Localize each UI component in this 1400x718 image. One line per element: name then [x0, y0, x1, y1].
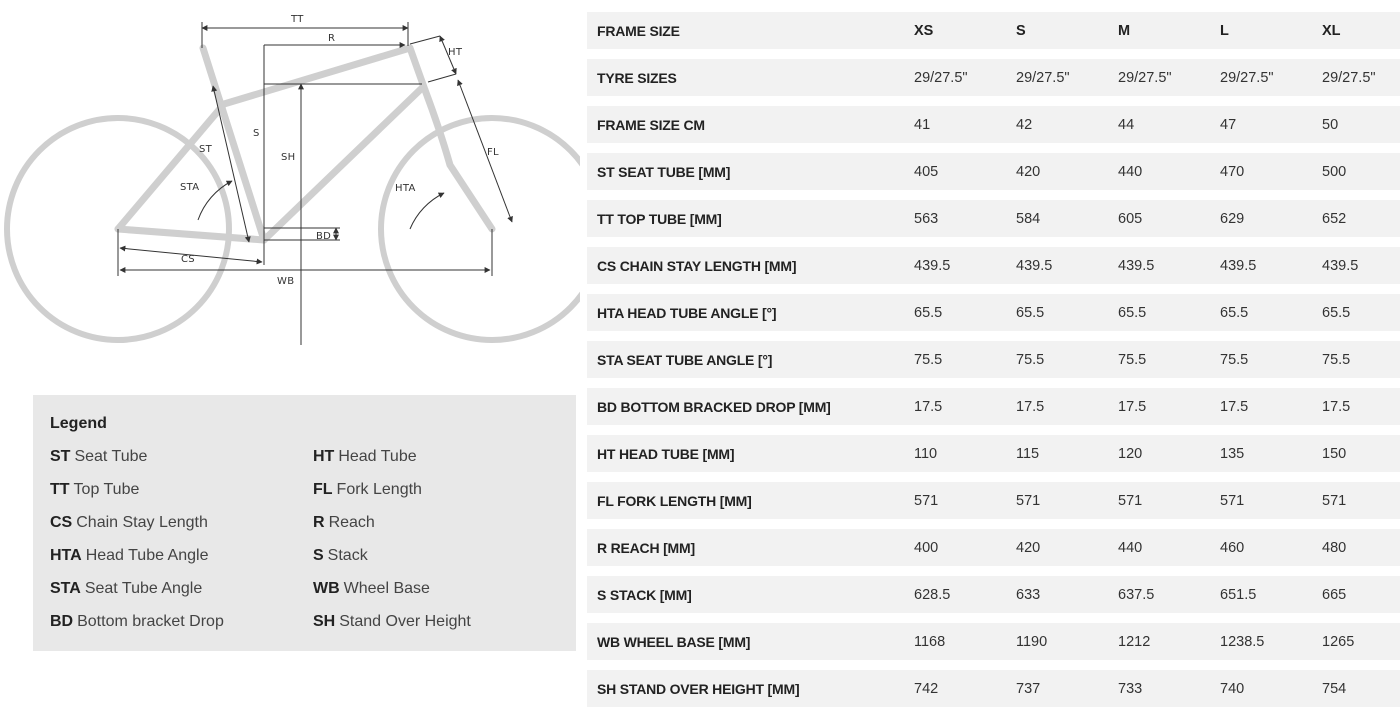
spacer-cell — [587, 284, 1400, 294]
table-row — [587, 623, 1400, 660]
table-cell: 440 — [1118, 529, 1220, 566]
row-label: S STACK [MM] — [587, 576, 914, 613]
table-cell: 500 — [1322, 153, 1400, 190]
row-label: FL FORK LENGTH [MM] — [587, 482, 914, 519]
legend-text: Top Tube — [73, 481, 140, 498]
table-cell: 1168 — [914, 623, 1016, 660]
legend-abbr: HT — [313, 448, 335, 465]
table-row — [587, 388, 1400, 425]
spacer-cell — [587, 49, 1400, 59]
table-cell: 571 — [1118, 482, 1220, 519]
table-cell: 75.5 — [1322, 341, 1400, 378]
table-cell: 439.5 — [1118, 247, 1220, 284]
legend-text: Wheel Base — [343, 580, 430, 597]
table-cell: 1212 — [1118, 623, 1220, 660]
bike-geometry-svg — [0, 0, 580, 380]
table-cell: 41 — [914, 106, 1016, 143]
table-cell: 1265 — [1322, 623, 1400, 660]
header-label: FRAME SIZE — [587, 12, 914, 49]
row-label: SH STAND OVER HEIGHT [MM] — [587, 670, 914, 707]
label-tt: TT — [291, 14, 304, 25]
legend-text: Chain Stay Length — [76, 514, 208, 531]
spacer-cell — [587, 566, 1400, 576]
legend-item-ht — [313, 448, 417, 466]
table-cell: 65.5 — [1322, 294, 1400, 331]
spacer-cell — [587, 190, 1400, 200]
label-s: S — [253, 128, 260, 139]
table-cell: 17.5 — [1322, 388, 1400, 425]
table-cell: 480 — [1322, 529, 1400, 566]
table-cell: 460 — [1220, 529, 1322, 566]
table-cell: 17.5 — [1118, 388, 1220, 425]
label-ht: HT — [448, 47, 463, 58]
table-cell: 29/27.5" — [1220, 59, 1322, 96]
spacer-cell — [587, 472, 1400, 482]
label-r: R — [328, 33, 336, 44]
table-row — [587, 153, 1400, 190]
table-cell: 651.5 — [1220, 576, 1322, 613]
table-cell: 110 — [914, 435, 1016, 472]
legend-panel — [33, 395, 576, 651]
table-row — [587, 59, 1400, 96]
table-row — [587, 247, 1400, 284]
table-cell: 75.5 — [1118, 341, 1220, 378]
legend-item-tt — [50, 481, 139, 499]
table-cell: 44 — [1118, 106, 1220, 143]
table-cell: 405 — [914, 153, 1016, 190]
table-cell: 29/27.5" — [1118, 59, 1220, 96]
table-cell: 737 — [1016, 670, 1118, 707]
table-cell: 65.5 — [914, 294, 1016, 331]
table-cell: 65.5 — [1118, 294, 1220, 331]
bike-frame — [118, 48, 492, 240]
table-cell: 17.5 — [1220, 388, 1322, 425]
row-label: HT HEAD TUBE [MM] — [587, 435, 914, 472]
spacer-cell — [587, 237, 1400, 247]
table-row — [587, 670, 1400, 707]
legend-text: Stack — [327, 547, 368, 564]
table-cell: 1238.5 — [1220, 623, 1322, 660]
table-cell: 633 — [1016, 576, 1118, 613]
table-cell: 470 — [1220, 153, 1322, 190]
table-cell: 29/27.5" — [914, 59, 1016, 96]
geometry-table-body — [587, 12, 1400, 707]
legend-abbr: R — [313, 514, 325, 531]
table-cell: 665 — [1322, 576, 1400, 613]
table-cell: 65.5 — [1016, 294, 1118, 331]
table-cell: 571 — [1322, 482, 1400, 519]
legend-abbr: WB — [313, 580, 340, 597]
table-cell: 75.5 — [1016, 341, 1118, 378]
geometry-table — [587, 12, 1400, 707]
table-row — [587, 294, 1400, 331]
table-cell: 571 — [1016, 482, 1118, 519]
row-spacer — [587, 378, 1400, 388]
table-cell: 652 — [1322, 200, 1400, 237]
label-bd: BD — [316, 231, 332, 242]
legend-abbr: FL — [313, 481, 333, 498]
size-header: L — [1220, 12, 1322, 49]
legend-text: Reach — [328, 514, 375, 531]
size-header: M — [1118, 12, 1220, 49]
row-spacer — [587, 143, 1400, 153]
size-header: XS — [914, 12, 1016, 49]
row-spacer — [587, 472, 1400, 482]
table-cell: 75.5 — [1220, 341, 1322, 378]
row-spacer — [587, 49, 1400, 59]
dimension-lines — [118, 22, 512, 345]
table-row — [587, 341, 1400, 378]
legend-text: Stand Over Height — [339, 613, 471, 630]
legend-item-wb — [313, 580, 430, 598]
legend-text: Seat Tube — [74, 448, 148, 465]
table-cell: 571 — [1220, 482, 1322, 519]
legend-text: Fork Length — [336, 481, 422, 498]
table-row — [587, 435, 1400, 472]
row-spacer — [587, 613, 1400, 623]
spacer-cell — [587, 613, 1400, 623]
table-cell: 637.5 — [1118, 576, 1220, 613]
legend-abbr: SH — [313, 613, 336, 630]
label-sh: SH — [281, 152, 296, 163]
table-cell: 740 — [1220, 670, 1322, 707]
table-row — [587, 482, 1400, 519]
spacer-cell — [587, 660, 1400, 670]
table-cell: 628.5 — [914, 576, 1016, 613]
spacer-cell — [587, 143, 1400, 153]
table-row — [587, 576, 1400, 613]
row-spacer — [587, 660, 1400, 670]
legend-item-hta — [50, 547, 208, 565]
legend-text: Seat Tube Angle — [84, 580, 203, 597]
row-spacer — [587, 331, 1400, 341]
label-hta: HTA — [395, 183, 416, 194]
legend-abbr: CS — [50, 514, 73, 531]
label-wb: WB — [277, 276, 295, 287]
legend-abbr: TT — [50, 481, 70, 498]
label-st: ST — [199, 144, 213, 155]
table-cell: 115 — [1016, 435, 1118, 472]
legend-abbr: S — [313, 547, 324, 564]
table-cell: 150 — [1322, 435, 1400, 472]
table-row — [587, 200, 1400, 237]
row-label: ST SEAT TUBE [MM] — [587, 153, 914, 190]
legend-item-r — [313, 514, 375, 532]
spacer-cell — [587, 96, 1400, 106]
table-cell: 65.5 — [1220, 294, 1322, 331]
legend-abbr: BD — [50, 613, 74, 630]
table-cell: 742 — [914, 670, 1016, 707]
table-cell: 120 — [1118, 435, 1220, 472]
legend-item-fl — [313, 481, 422, 499]
legend-abbr: ST — [50, 448, 71, 465]
table-cell: 42 — [1016, 106, 1118, 143]
table-cell: 17.5 — [1016, 388, 1118, 425]
table-cell: 1190 — [1016, 623, 1118, 660]
label-sta: STA — [180, 182, 200, 193]
geometry-diagram — [0, 0, 580, 380]
row-spacer — [587, 566, 1400, 576]
legend-item-s — [313, 547, 368, 565]
table-cell: 50 — [1322, 106, 1400, 143]
row-label: WB WHEEL BASE [MM] — [587, 623, 914, 660]
row-label: TYRE SIZES — [587, 59, 914, 96]
label-cs: CS — [181, 254, 195, 265]
legend-item-cs — [50, 514, 208, 532]
table-cell: 584 — [1016, 200, 1118, 237]
row-label: FRAME SIZE CM — [587, 106, 914, 143]
row-spacer — [587, 425, 1400, 435]
label-fl: FL — [487, 147, 499, 158]
legend-item-sh — [313, 613, 471, 631]
table-cell: 439.5 — [1016, 247, 1118, 284]
legend-abbr: HTA — [50, 547, 82, 564]
table-cell: 29/27.5" — [1322, 59, 1400, 96]
table-cell: 629 — [1220, 200, 1322, 237]
size-header: XL — [1322, 12, 1400, 49]
table-cell: 440 — [1118, 153, 1220, 190]
table-row — [587, 106, 1400, 143]
row-label: R REACH [MM] — [587, 529, 914, 566]
legend-text: Head Tube Angle — [85, 547, 209, 564]
table-cell: 571 — [914, 482, 1016, 519]
legend-item-st — [50, 448, 147, 466]
table-cell: 420 — [1016, 529, 1118, 566]
spacer-cell — [587, 425, 1400, 435]
spacer-cell — [587, 519, 1400, 529]
table-cell: 754 — [1322, 670, 1400, 707]
table-cell: 733 — [1118, 670, 1220, 707]
legend-item-bd — [50, 613, 224, 631]
table-row — [587, 529, 1400, 566]
table-cell: 29/27.5" — [1016, 59, 1118, 96]
row-spacer — [587, 96, 1400, 106]
front-wheel — [381, 118, 580, 340]
table-cell: 17.5 — [914, 388, 1016, 425]
legend-text: Head Tube — [338, 448, 417, 465]
table-cell: 420 — [1016, 153, 1118, 190]
row-label: STA SEAT TUBE ANGLE [°] — [587, 341, 914, 378]
legend-text: Bottom bracket Drop — [77, 613, 224, 630]
spacer-cell — [587, 331, 1400, 341]
row-label: BD BOTTOM BRACKED DROP [MM] — [587, 388, 914, 425]
legend-title: Legend — [50, 415, 107, 432]
row-label: CS CHAIN STAY LENGTH [MM] — [587, 247, 914, 284]
size-header: S — [1016, 12, 1118, 49]
row-label: HTA HEAD TUBE ANGLE [°] — [587, 294, 914, 331]
table-cell: 75.5 — [914, 341, 1016, 378]
legend-item-sta — [50, 580, 202, 598]
table-cell: 439.5 — [914, 247, 1016, 284]
table-cell: 439.5 — [1220, 247, 1322, 284]
row-spacer — [587, 519, 1400, 529]
table-cell: 135 — [1220, 435, 1322, 472]
row-spacer — [587, 284, 1400, 294]
header-row — [587, 12, 1400, 49]
table-cell: 563 — [914, 200, 1016, 237]
table-cell: 605 — [1118, 200, 1220, 237]
table-cell: 400 — [914, 529, 1016, 566]
row-spacer — [587, 237, 1400, 247]
table-cell: 47 — [1220, 106, 1322, 143]
row-label: TT TOP TUBE [MM] — [587, 200, 914, 237]
table-cell: 439.5 — [1322, 247, 1400, 284]
spacer-cell — [587, 378, 1400, 388]
legend-abbr: STA — [50, 580, 81, 597]
row-spacer — [587, 190, 1400, 200]
